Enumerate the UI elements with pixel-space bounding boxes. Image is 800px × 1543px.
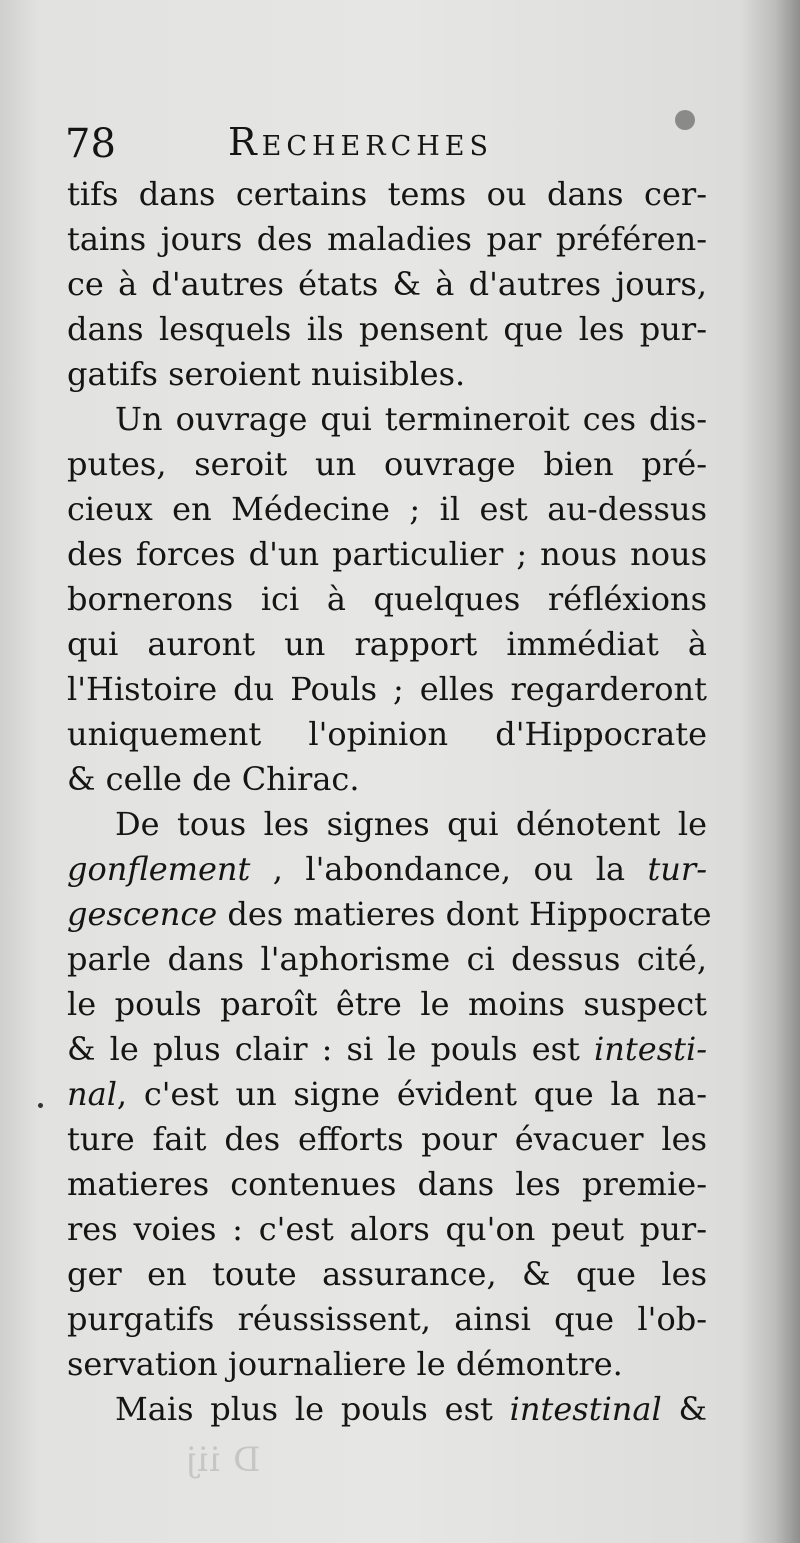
text-line: tains jours des maladies par préféren- (67, 220, 707, 258)
italic-term: gescence (67, 895, 218, 933)
page-text (67, 172, 712, 1432)
text-line: uniquement l'opinion d'Hippocrate (67, 715, 707, 753)
page-number: 78 (65, 121, 116, 167)
text-line: De tous les signes qui dénotent le (115, 805, 707, 843)
text-line: & celle de Chirac. (67, 760, 360, 798)
text-line: Un ouvrage qui termineroit ces dis- (115, 400, 707, 438)
signature-mark: D iij (185, 1440, 261, 1480)
text-line: gatifs seroient nuisibles. (67, 355, 466, 393)
text-line: purgatifs réussissent, ainsi que l'ob- (67, 1300, 707, 1338)
text-line: Mais plus le pouls est intestinal & (115, 1390, 707, 1428)
text-line: le pouls paroît être le moins suspect (67, 985, 707, 1023)
text-line: ger en toute assurance, & que les (67, 1255, 707, 1293)
ink-speck (38, 1103, 43, 1108)
text-line: l'Histoire du Pouls ; elles regarderont (67, 670, 707, 708)
italic-term: tur- (647, 850, 708, 888)
text-line: putes, seroit un ouvrage bien pré- (67, 445, 707, 483)
text-line: tifs dans certains tems ou dans cer- (67, 175, 707, 213)
text-line: parle dans l'aphorisme ci dessus cité, (67, 940, 707, 978)
italic-term: gonflement (67, 850, 251, 888)
running-head: Recherches (228, 120, 493, 164)
text-line: qui auront un rapport immédiat à (67, 625, 707, 663)
text-line: nal, c'est un signe évident que la na- (67, 1075, 707, 1113)
text-line: dans lesquels ils pensent que les pur- (67, 310, 707, 348)
text-line: ce à d'autres états & à d'autres jours, (67, 265, 707, 303)
text-line: gonflement , l'abondance, ou la tur- (67, 850, 708, 888)
text-line: matieres contenues dans les premie- (67, 1165, 707, 1203)
text-line: servation journaliere le démontre. (67, 1345, 623, 1383)
text-line: gescence des matieres dont Hippocrate (67, 895, 712, 933)
text-line: bornerons ici à quelques réfléxions (67, 580, 707, 618)
italic-term: intesti- (594, 1030, 708, 1068)
text-line: des forces d'un particulier ; nous nous (67, 535, 707, 573)
italic-term: intestinal (509, 1390, 662, 1428)
page-header (65, 118, 705, 170)
text-line: & le plus clair : si le pouls est intesti- (67, 1030, 708, 1068)
text-line: cieux en Médecine ; il est au-dessus (67, 490, 707, 528)
italic-term: nal (67, 1075, 117, 1113)
text-line: ture fait des efforts pour évacuer les (67, 1120, 707, 1158)
text-line: res voies : c'est alors qu'on peut pur- (67, 1210, 707, 1248)
